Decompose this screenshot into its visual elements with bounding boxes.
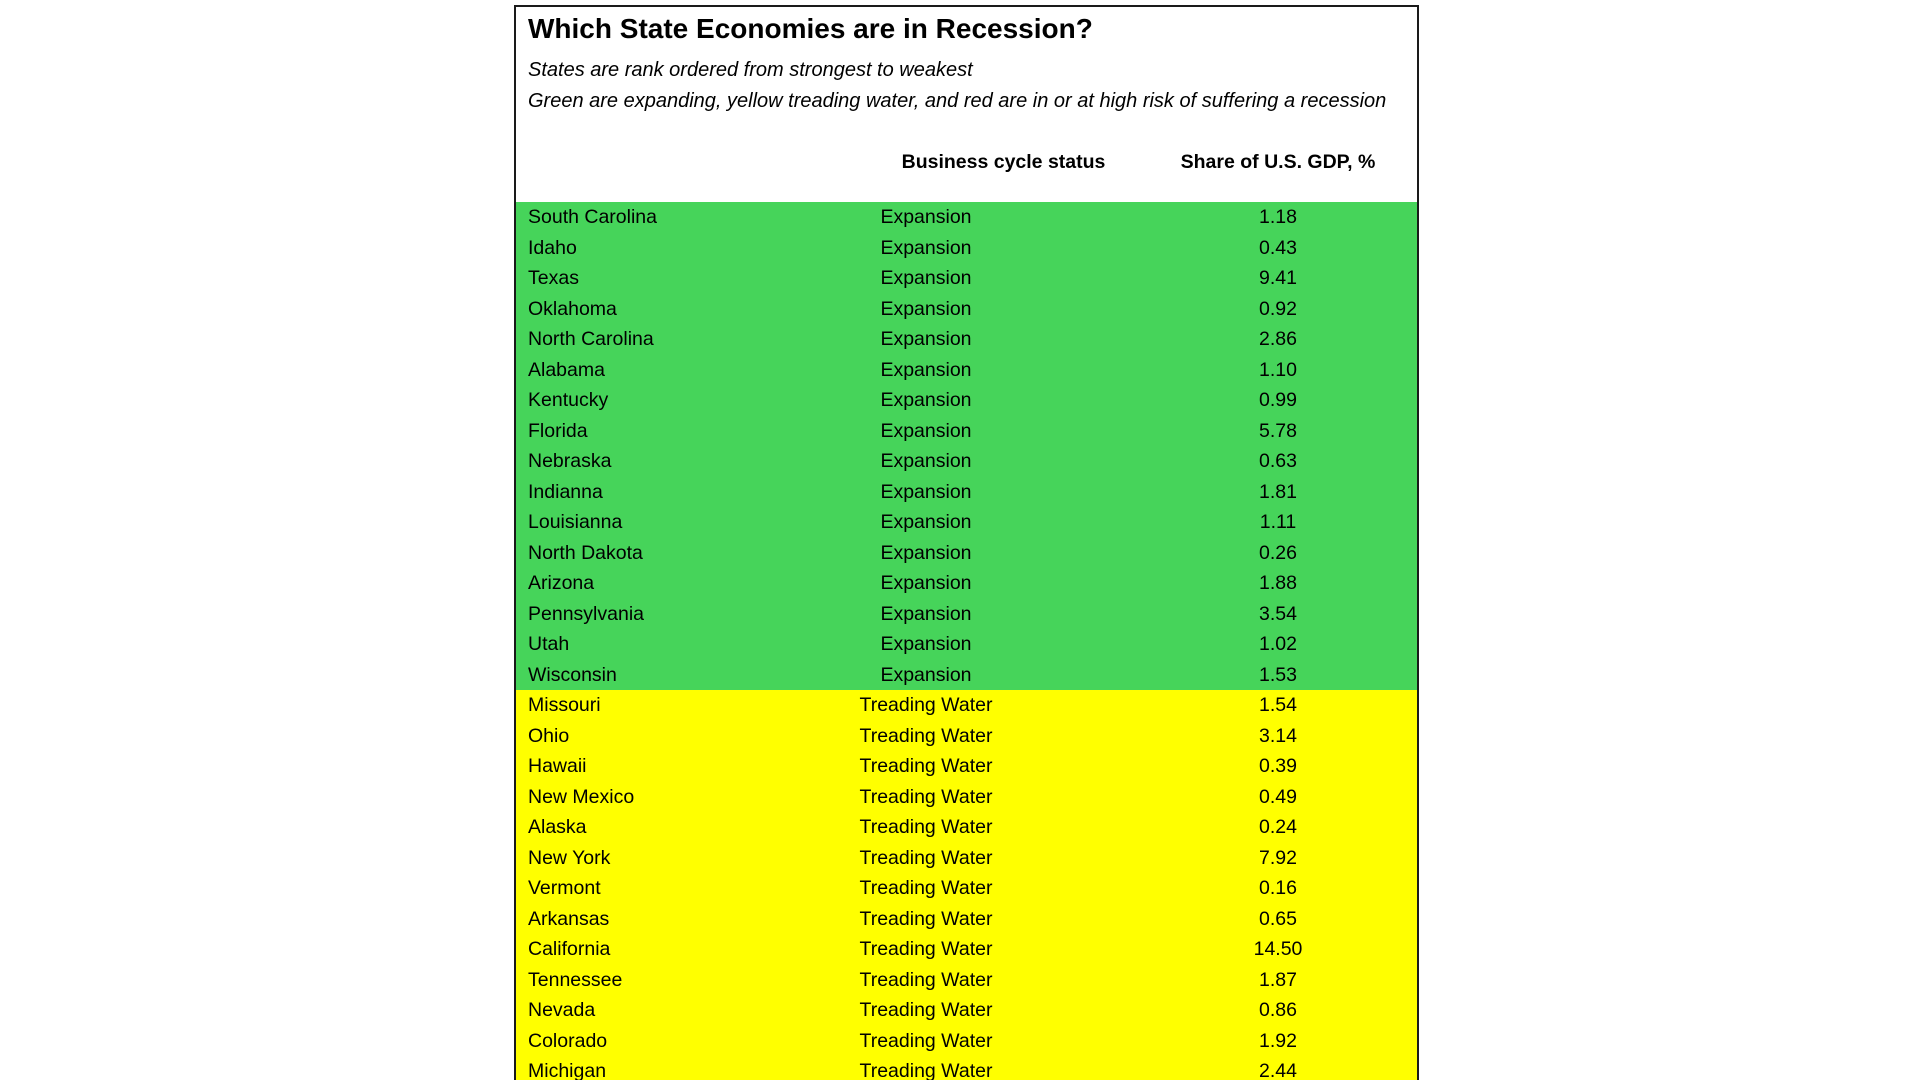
table-row bbox=[516, 385, 1417, 416]
gdp-share-cell: 0.99 bbox=[1259, 389, 1297, 411]
gdp-share-cell: 0.43 bbox=[1259, 236, 1297, 259]
table-row bbox=[516, 599, 1417, 630]
table-row bbox=[516, 202, 1417, 233]
status-cell: Treading Water bbox=[859, 724, 993, 747]
gdp-share-cell: 0.63 bbox=[1259, 450, 1297, 472]
state-name-cell: California bbox=[528, 938, 611, 960]
status-cell: Expansion bbox=[880, 633, 972, 655]
status-cell: Treading Water bbox=[859, 816, 993, 838]
status-cell: Expansion bbox=[880, 572, 972, 594]
status-cell: Treading Water bbox=[859, 999, 993, 1021]
state-name-cell: Oklahoma bbox=[528, 297, 617, 320]
table-row bbox=[516, 538, 1417, 569]
gdp-share-cell: 0.65 bbox=[1259, 907, 1297, 930]
gdp-share-cell: 0.92 bbox=[1259, 297, 1297, 320]
table-row bbox=[516, 934, 1417, 965]
gdp-share-cell: 0.86 bbox=[1259, 999, 1297, 1021]
gdp-share-cell: 1.53 bbox=[1259, 663, 1297, 686]
recession-table bbox=[514, 5, 1419, 1080]
status-cell: Treading Water bbox=[859, 694, 993, 716]
status-cell: Expansion bbox=[880, 663, 972, 686]
table-row bbox=[516, 233, 1417, 264]
gdp-share-cell: 0.26 bbox=[1259, 541, 1297, 564]
gdp-share-cell: 3.14 bbox=[1259, 724, 1297, 747]
table-row bbox=[516, 629, 1417, 660]
gdp-share-cell: 0.24 bbox=[1259, 816, 1297, 838]
state-name-cell: Tennessee bbox=[528, 968, 623, 991]
status-cell: Expansion bbox=[880, 602, 972, 625]
state-name-cell: Utah bbox=[528, 633, 570, 655]
gdp-share-cell: 1.54 bbox=[1259, 694, 1297, 716]
table-row bbox=[516, 568, 1417, 599]
gdp-share-cell: 1.88 bbox=[1259, 572, 1297, 594]
status-cell: Treading Water bbox=[859, 785, 993, 808]
status-cell: Expansion bbox=[880, 267, 972, 289]
gdp-share-cell: 5.78 bbox=[1259, 419, 1297, 442]
gdp-share-cell: 1.02 bbox=[1259, 633, 1297, 655]
table-row bbox=[516, 812, 1417, 843]
state-name-cell: Alaska bbox=[528, 816, 587, 838]
table-row bbox=[516, 477, 1417, 508]
table-row bbox=[516, 355, 1417, 386]
chart-subtitle: States are rank ordered from strongest to weakest bbox=[528, 59, 973, 81]
table-row bbox=[516, 782, 1417, 813]
state-name-cell: Vermont bbox=[528, 877, 601, 899]
status-cell: Expansion bbox=[880, 297, 972, 320]
state-name-cell: South Carolina bbox=[528, 206, 657, 228]
gdp-share-cell: 2.44 bbox=[1259, 1060, 1297, 1080]
state-name-cell: North Carolina bbox=[528, 328, 654, 350]
table-row bbox=[516, 690, 1417, 721]
chart-subtitle-legend: Green are expanding, yellow treading water, and red are in or at high risk of suffering a recession bbox=[528, 90, 1387, 112]
status-cell: Expansion bbox=[880, 328, 972, 350]
state-name-cell: Alabama bbox=[528, 358, 605, 381]
status-cell: Treading Water bbox=[859, 968, 993, 991]
gdp-share-cell: 3.54 bbox=[1259, 602, 1297, 625]
state-name-cell: Missouri bbox=[528, 694, 601, 716]
gdp-share-cell: 0.49 bbox=[1259, 785, 1297, 808]
table-row bbox=[516, 904, 1417, 935]
table-row bbox=[516, 721, 1417, 752]
state-name-cell: Arizona bbox=[528, 572, 595, 594]
status-cell: Treading Water bbox=[859, 755, 993, 777]
table-row bbox=[516, 1056, 1417, 1080]
gdp-share-cell: 1.81 bbox=[1259, 480, 1297, 503]
table-row bbox=[516, 1026, 1417, 1057]
gdp-share-cell: 1.10 bbox=[1259, 358, 1297, 381]
column-header-gdp-share: Share of U.S. GDP, % bbox=[1180, 151, 1376, 173]
status-cell: Expansion bbox=[880, 419, 972, 442]
table-row bbox=[516, 660, 1417, 691]
table-row bbox=[516, 965, 1417, 996]
table-row bbox=[516, 263, 1417, 294]
status-cell: Treading Water bbox=[859, 1029, 993, 1052]
state-name-cell: Ohio bbox=[528, 724, 570, 747]
state-name-cell: Colorado bbox=[528, 1029, 608, 1052]
state-name-cell: Nebraska bbox=[528, 450, 612, 472]
table-body bbox=[516, 202, 1417, 1080]
gdp-share-cell: 2.86 bbox=[1259, 328, 1297, 350]
gdp-share-cell: 1.18 bbox=[1259, 206, 1297, 228]
table-row bbox=[516, 507, 1417, 538]
gdp-share-cell: 9.41 bbox=[1259, 267, 1297, 289]
status-cell: Expansion bbox=[880, 480, 972, 503]
state-name-cell: Nevada bbox=[528, 999, 596, 1021]
gdp-share-cell: 1.11 bbox=[1259, 511, 1297, 533]
state-name-cell: Wisconsin bbox=[528, 663, 617, 686]
state-name-cell: Texas bbox=[528, 267, 579, 289]
status-cell: Treading Water bbox=[859, 1060, 993, 1080]
state-name-cell: Louisianna bbox=[528, 511, 623, 533]
status-cell: Treading Water bbox=[859, 877, 993, 899]
gdp-share-cell: 14.50 bbox=[1253, 938, 1303, 960]
state-name-cell: Arkansas bbox=[528, 907, 610, 930]
table-row bbox=[516, 995, 1417, 1026]
status-cell: Expansion bbox=[880, 236, 972, 259]
column-header-status: Business cycle status bbox=[901, 151, 1106, 173]
table-row bbox=[516, 873, 1417, 904]
gdp-share-cell: 1.87 bbox=[1259, 968, 1297, 991]
status-cell: Treading Water bbox=[859, 846, 993, 869]
gdp-share-cell: 0.39 bbox=[1259, 755, 1297, 777]
status-cell: Expansion bbox=[880, 389, 972, 411]
state-name-cell: New Mexico bbox=[528, 785, 635, 808]
state-name-cell: New York bbox=[528, 846, 611, 869]
status-cell: Expansion bbox=[880, 511, 972, 533]
table-row bbox=[516, 324, 1417, 355]
state-name-cell: Florida bbox=[528, 419, 588, 442]
table-row bbox=[516, 416, 1417, 447]
gdp-share-cell: 7.92 bbox=[1259, 846, 1297, 869]
gdp-share-cell: 1.92 bbox=[1259, 1029, 1297, 1052]
state-name-cell: Pennsylvania bbox=[528, 602, 644, 625]
status-cell: Treading Water bbox=[859, 907, 993, 930]
status-cell: Expansion bbox=[880, 541, 972, 564]
state-name-cell: North Dakota bbox=[528, 541, 643, 564]
table-row bbox=[516, 294, 1417, 325]
gdp-share-cell: 0.16 bbox=[1259, 877, 1297, 899]
table-row bbox=[516, 751, 1417, 782]
status-cell: Expansion bbox=[880, 450, 972, 472]
chart-title: Which State Economies are in Recession? bbox=[528, 13, 1093, 44]
state-name-cell: Kentucky bbox=[528, 389, 609, 411]
state-name-cell: Indianna bbox=[528, 480, 603, 503]
state-name-cell: Idaho bbox=[528, 236, 577, 259]
status-cell: Expansion bbox=[880, 358, 972, 381]
table-row bbox=[516, 446, 1417, 477]
status-cell: Treading Water bbox=[859, 938, 993, 960]
state-name-cell: Hawaii bbox=[528, 755, 587, 777]
table-row bbox=[516, 843, 1417, 874]
table-header bbox=[516, 7, 1417, 202]
status-cell: Expansion bbox=[880, 206, 972, 228]
state-name-cell: Michigan bbox=[528, 1060, 607, 1080]
